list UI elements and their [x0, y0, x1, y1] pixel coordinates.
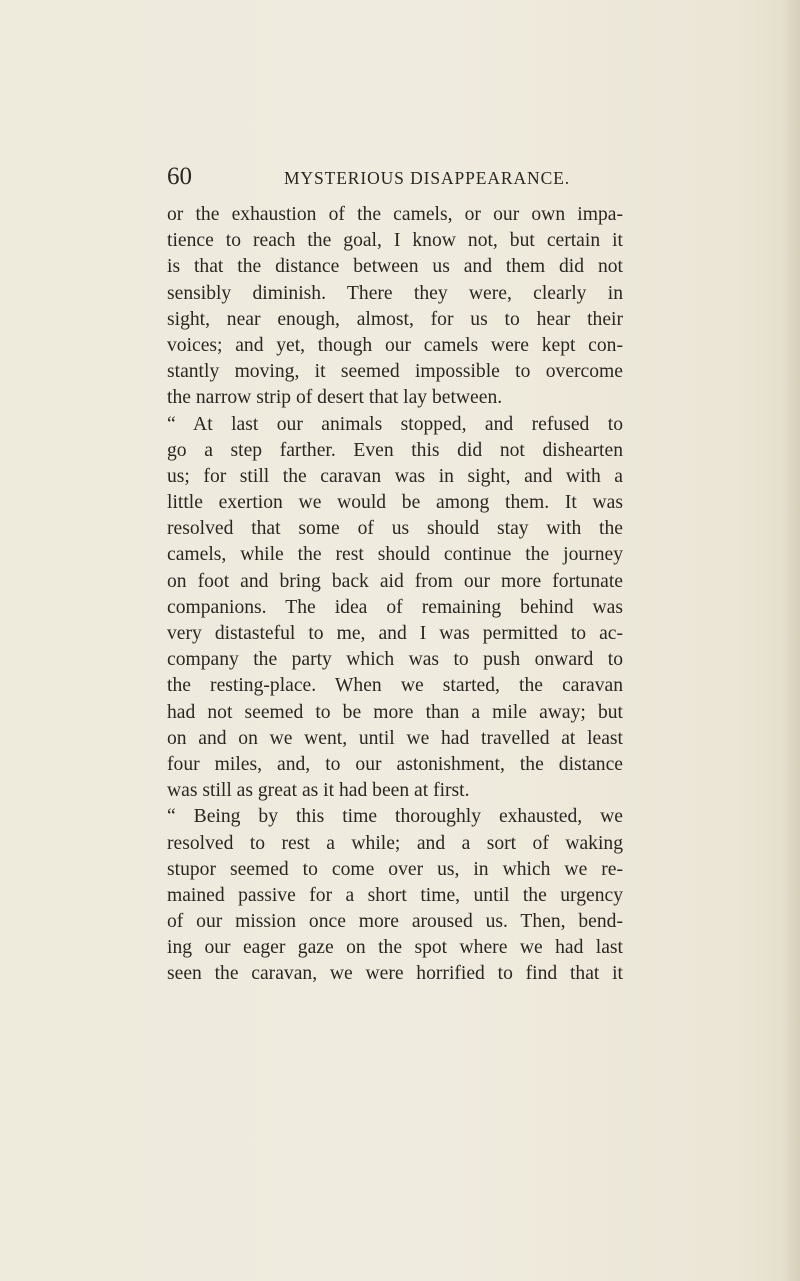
text-line: had not seemed to be more than a mile away; but: [167, 701, 623, 723]
text-line: mained passive for a short time, until the urgency: [167, 884, 623, 906]
body-text: [167, 202, 623, 988]
paragraph-end-line: was still as great as it had been at first.: [167, 780, 470, 802]
text-line: is that the distance between us and them did not: [167, 256, 623, 278]
text-line: ing our eager gaze on the spot where we had last: [167, 937, 623, 959]
text-line: or the exhaustion of the camels, or our own impa-: [167, 204, 623, 225]
text-line: voices; and yet, though our camels were kept con-: [167, 334, 623, 356]
text-line: very distasteful to me, and I was permitted to ac-: [167, 623, 623, 644]
page-number: 60: [167, 163, 192, 190]
text-line: seen the caravan, we were horrified to find that it: [167, 963, 623, 985]
text-line: tience to reach the goal, I know not, but certain it: [167, 230, 623, 252]
text-line: sensibly diminish. There they were, clearly in: [167, 282, 623, 304]
paragraph-start-line: “ Being by this time thoroughly exhausted, we: [167, 806, 623, 828]
page-edge-shadow: [782, 0, 800, 1281]
text-line: stupor seemed to come over us, in which we re-: [167, 858, 623, 880]
running-title: MYSTERIOUS DISAPPEARANCE.: [284, 168, 571, 188]
text-line: on and on we went, until we had travelled at least: [167, 727, 623, 749]
text-line: little exertion we would be among them. It was: [167, 492, 623, 514]
text-line: companions. The idea of remaining behind was: [167, 596, 623, 618]
text-line: resolved to rest a while; and a sort of waking: [167, 832, 623, 854]
paragraph-end-line: the narrow strip of desert that lay between.: [167, 387, 503, 409]
text-line: resolved that some of us should stay with the: [167, 518, 623, 540]
page-header: [167, 162, 623, 192]
text-line: the resting-place. When we started, the caravan: [167, 675, 623, 697]
text-line: four miles, and, to our astonishment, the distance: [167, 753, 623, 775]
text-line: camels, while the rest should continue the journey: [167, 544, 623, 566]
text-line: of our mission once more aroused us. Then, bend-: [167, 911, 623, 933]
text-line: go a step farther. Even this did not dishearten: [167, 439, 623, 461]
text-line: stantly moving, it seemed impossible to overcome: [167, 361, 623, 383]
text-line: us; for still the caravan was in sight, and with a: [167, 465, 623, 487]
text-line: on foot and bring back aid from our more fortunate: [167, 570, 623, 592]
text-line: company the party which was to push onward to: [167, 649, 623, 671]
text-line: sight, near enough, almost, for us to hear their: [167, 308, 623, 330]
paragraph-start-line: “ At last our animals stopped, and refused to: [167, 413, 623, 435]
